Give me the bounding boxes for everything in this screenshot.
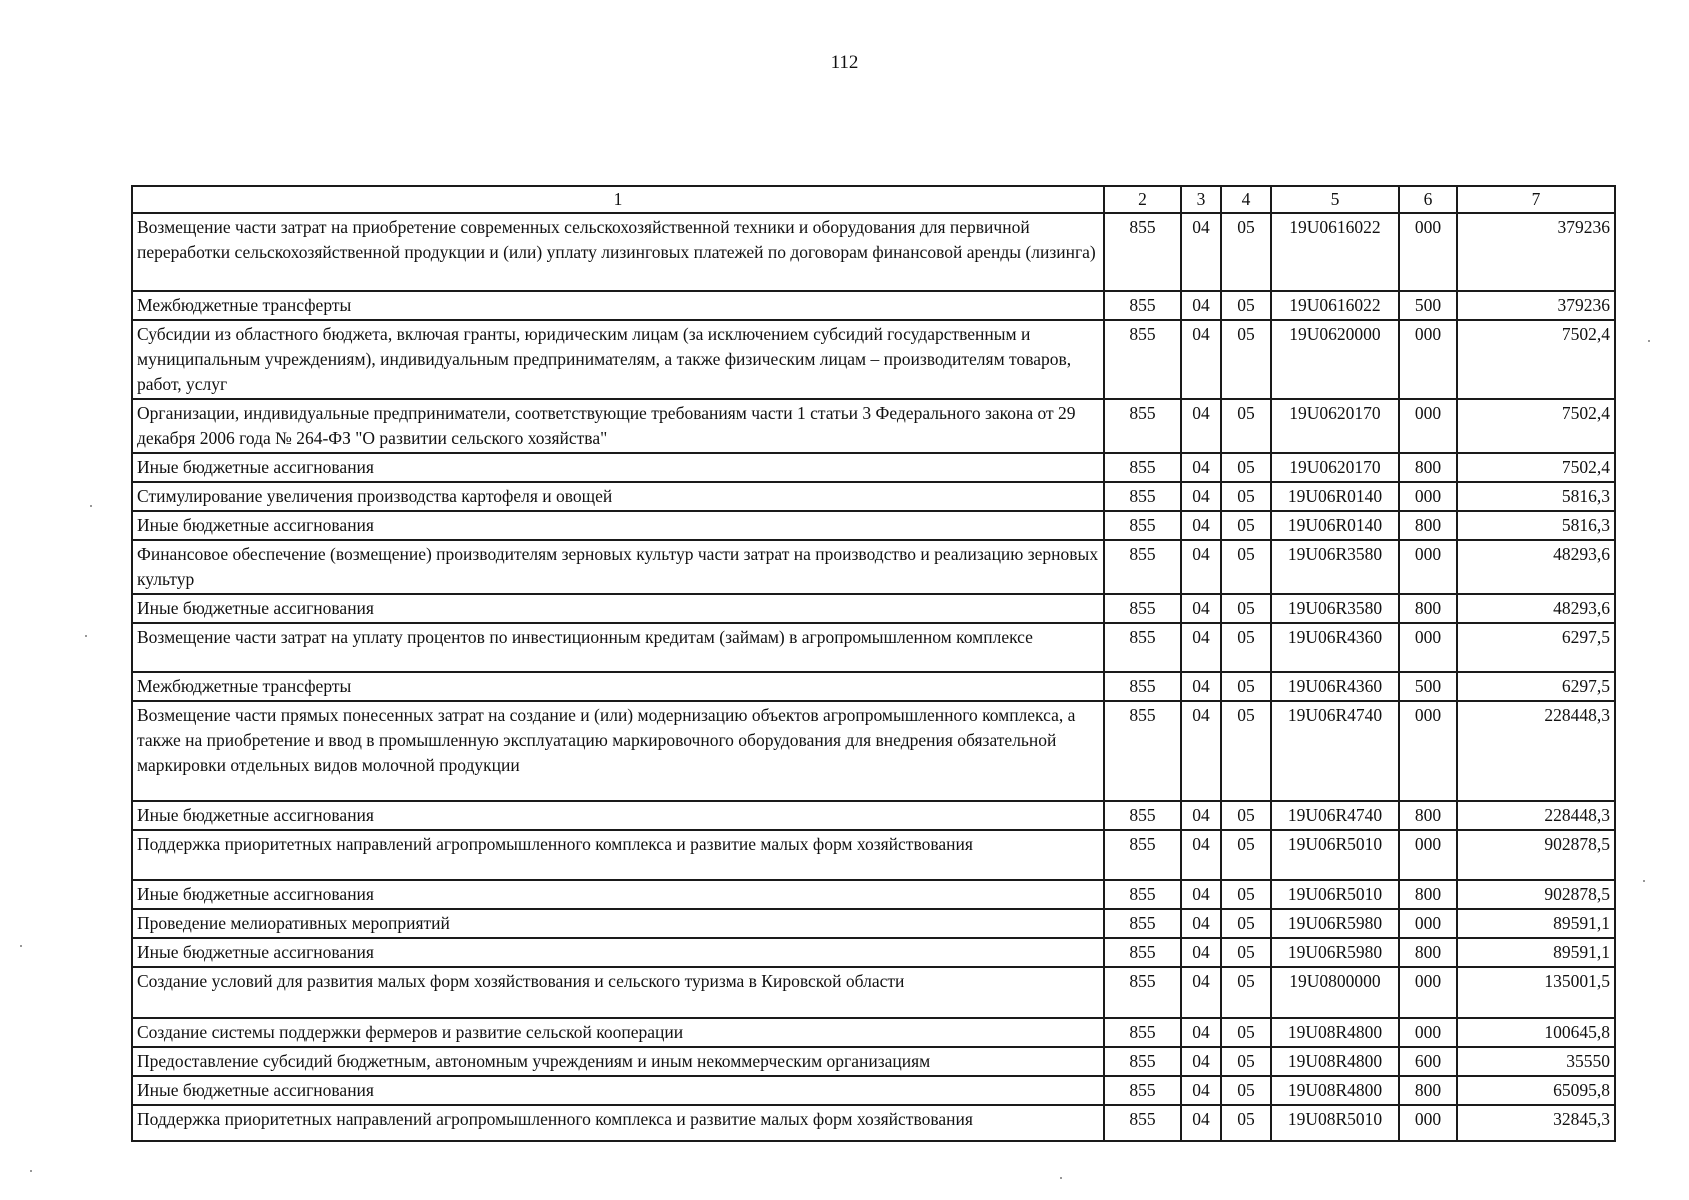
scan-speck — [1060, 1177, 1062, 1179]
row-target-article-code: 19U06R0140 — [1271, 511, 1399, 540]
row-amount: 7502,4 — [1457, 453, 1615, 482]
row-subsection-code: 05 — [1221, 399, 1271, 453]
row-expense-type-code: 800 — [1399, 594, 1457, 623]
row-subsection-code: 05 — [1221, 453, 1271, 482]
row-expense-type-code: 000 — [1399, 540, 1457, 594]
row-amount: 379236 — [1457, 213, 1615, 291]
row-code-855: 855 — [1104, 399, 1181, 453]
table-row — [132, 880, 1615, 909]
row-section-code: 04 — [1181, 1076, 1221, 1105]
row-subsection-code: 05 — [1221, 1018, 1271, 1047]
row-target-article-code: 19U0620170 — [1271, 399, 1399, 453]
table-row — [132, 909, 1615, 938]
row-code-855: 855 — [1104, 320, 1181, 399]
column-header-4: 4 — [1221, 186, 1271, 213]
row-section-code: 04 — [1181, 320, 1221, 399]
row-code-855: 855 — [1104, 453, 1181, 482]
row-amount: 902878,5 — [1457, 880, 1615, 909]
row-subsection-code: 05 — [1221, 967, 1271, 1018]
row-expense-type-code: 000 — [1399, 1018, 1457, 1047]
column-header-6: 6 — [1399, 186, 1457, 213]
row-description: Возмещение части затрат на приобретение современных сельскохозяйственной техники и оборудования для первичной переработки сельскохозяйственной продукции и (или) уплату лизинговых платежей по договорам финансовой аренды (лизинга) — [132, 213, 1104, 291]
row-description: Иные бюджетные ассигнования — [132, 880, 1104, 909]
row-expense-type-code: 000 — [1399, 909, 1457, 938]
row-description: Проведение мелиоративных мероприятий — [132, 909, 1104, 938]
table-row — [132, 540, 1615, 594]
row-description: Иные бюджетные ассигнования — [132, 801, 1104, 830]
row-amount: 6297,5 — [1457, 672, 1615, 701]
table-row — [132, 623, 1615, 672]
row-description: Стимулирование увеличения производства картофеля и овощей — [132, 482, 1104, 511]
row-expense-type-code: 600 — [1399, 1047, 1457, 1076]
row-expense-type-code: 000 — [1399, 701, 1457, 801]
row-amount: 5816,3 — [1457, 511, 1615, 540]
table-row — [132, 511, 1615, 540]
table-row — [132, 1018, 1615, 1047]
row-subsection-code: 05 — [1221, 1047, 1271, 1076]
row-description: Финансовое обеспечение (возмещение) производителям зерновых культур части затрат на производство и реализацию зерновых культур — [132, 540, 1104, 594]
row-description: Предоставление субсидий бюджетным, автономным учреждениям и иным некоммерческим организациям — [132, 1047, 1104, 1076]
table-row — [132, 1047, 1615, 1076]
row-subsection-code: 05 — [1221, 801, 1271, 830]
row-section-code: 04 — [1181, 399, 1221, 453]
row-expense-type-code: 800 — [1399, 453, 1457, 482]
table-row — [132, 967, 1615, 1018]
scan-speck — [90, 505, 92, 507]
row-section-code: 04 — [1181, 701, 1221, 801]
row-code-855: 855 — [1104, 1047, 1181, 1076]
scan-speck — [30, 1170, 32, 1172]
column-header-3: 3 — [1181, 186, 1221, 213]
row-code-855: 855 — [1104, 1018, 1181, 1047]
scan-speck — [20, 945, 22, 947]
row-subsection-code: 05 — [1221, 880, 1271, 909]
row-section-code: 04 — [1181, 672, 1221, 701]
row-description: Иные бюджетные ассигнования — [132, 1076, 1104, 1105]
row-target-article-code: 19U06R4360 — [1271, 623, 1399, 672]
row-expense-type-code: 800 — [1399, 801, 1457, 830]
table-row — [132, 213, 1615, 291]
row-code-855: 855 — [1104, 701, 1181, 801]
row-section-code: 04 — [1181, 594, 1221, 623]
row-amount: 89591,1 — [1457, 938, 1615, 967]
scan-speck — [1648, 340, 1650, 342]
row-subsection-code: 05 — [1221, 291, 1271, 320]
row-target-article-code: 19U06R5010 — [1271, 880, 1399, 909]
row-target-article-code: 19U0800000 — [1271, 967, 1399, 1018]
row-subsection-code: 05 — [1221, 594, 1271, 623]
row-code-855: 855 — [1104, 213, 1181, 291]
row-description: Межбюджетные трансферты — [132, 291, 1104, 320]
table-row — [132, 801, 1615, 830]
scan-speck — [1643, 880, 1645, 882]
row-section-code: 04 — [1181, 213, 1221, 291]
row-amount: 48293,6 — [1457, 540, 1615, 594]
row-expense-type-code: 500 — [1399, 291, 1457, 320]
table-row — [132, 320, 1615, 399]
row-subsection-code: 05 — [1221, 623, 1271, 672]
row-target-article-code: 19U08R4800 — [1271, 1076, 1399, 1105]
row-amount: 228448,3 — [1457, 801, 1615, 830]
row-subsection-code: 05 — [1221, 1105, 1271, 1141]
row-expense-type-code: 000 — [1399, 1105, 1457, 1141]
row-subsection-code: 05 — [1221, 540, 1271, 594]
row-subsection-code: 05 — [1221, 482, 1271, 511]
row-subsection-code: 05 — [1221, 213, 1271, 291]
table-row — [132, 453, 1615, 482]
row-section-code: 04 — [1181, 830, 1221, 880]
row-subsection-code: 05 — [1221, 320, 1271, 399]
row-subsection-code: 05 — [1221, 830, 1271, 880]
row-code-855: 855 — [1104, 880, 1181, 909]
row-target-article-code: 19U08R4800 — [1271, 1047, 1399, 1076]
column-header-5: 5 — [1271, 186, 1399, 213]
row-target-article-code: 19U06R4740 — [1271, 801, 1399, 830]
row-section-code: 04 — [1181, 801, 1221, 830]
row-expense-type-code: 800 — [1399, 938, 1457, 967]
table-row — [132, 291, 1615, 320]
row-expense-type-code: 800 — [1399, 880, 1457, 909]
row-expense-type-code: 000 — [1399, 213, 1457, 291]
row-amount: 48293,6 — [1457, 594, 1615, 623]
row-subsection-code: 05 — [1221, 701, 1271, 801]
row-description: Иные бюджетные ассигнования — [132, 938, 1104, 967]
row-subsection-code: 05 — [1221, 938, 1271, 967]
row-section-code: 04 — [1181, 967, 1221, 1018]
column-header-row — [132, 186, 1615, 213]
row-amount: 7502,4 — [1457, 320, 1615, 399]
row-description: Возмещение части затрат на уплату процентов по инвестиционным кредитам (займам) в агропромышленном комплексе — [132, 623, 1104, 672]
row-amount: 902878,5 — [1457, 830, 1615, 880]
row-expense-type-code: 800 — [1399, 511, 1457, 540]
row-target-article-code: 19U0616022 — [1271, 291, 1399, 320]
row-description: Возмещение части прямых понесенных затрат на создание и (или) модернизацию объектов агропромышленного комплекса, а также на приобретение и ввод в промышленную эксплуатацию маркировочного оборудования для внедрения обязательной маркировки отдельных видов молочной продукции — [132, 701, 1104, 801]
row-section-code: 04 — [1181, 909, 1221, 938]
row-section-code: 04 — [1181, 880, 1221, 909]
row-amount: 135001,5 — [1457, 967, 1615, 1018]
row-expense-type-code: 000 — [1399, 830, 1457, 880]
row-expense-type-code: 000 — [1399, 967, 1457, 1018]
row-amount: 228448,3 — [1457, 701, 1615, 801]
row-amount: 100645,8 — [1457, 1018, 1615, 1047]
row-target-article-code: 19U06R3580 — [1271, 540, 1399, 594]
row-target-article-code: 19U08R4800 — [1271, 1018, 1399, 1047]
row-code-855: 855 — [1104, 291, 1181, 320]
row-section-code: 04 — [1181, 1018, 1221, 1047]
row-target-article-code: 19U06R4360 — [1271, 672, 1399, 701]
scan-speck — [85, 635, 87, 637]
row-code-855: 855 — [1104, 938, 1181, 967]
row-description: Субсидии из областного бюджета, включая гранты, юридическим лицам (за исключением субсидий государственным и муниципальным учреждениям), индивидуальным предпринимателям, а также физическим лицам – производителям товаров, работ, услуг — [132, 320, 1104, 399]
row-section-code: 04 — [1181, 511, 1221, 540]
row-target-article-code: 19U08R5010 — [1271, 1105, 1399, 1141]
row-section-code: 04 — [1181, 291, 1221, 320]
row-target-article-code: 19U06R3580 — [1271, 594, 1399, 623]
row-code-855: 855 — [1104, 482, 1181, 511]
row-description: Иные бюджетные ассигнования — [132, 594, 1104, 623]
row-code-855: 855 — [1104, 967, 1181, 1018]
row-subsection-code: 05 — [1221, 909, 1271, 938]
row-code-855: 855 — [1104, 540, 1181, 594]
table-row — [132, 830, 1615, 880]
row-description: Поддержка приоритетных направлений агропромышленного комплекса и развитие малых форм хозяйствования — [132, 830, 1104, 880]
row-section-code: 04 — [1181, 1047, 1221, 1076]
column-header-7: 7 — [1457, 186, 1615, 213]
row-section-code: 04 — [1181, 938, 1221, 967]
table-row — [132, 938, 1615, 967]
row-target-article-code: 19U0616022 — [1271, 213, 1399, 291]
row-code-855: 855 — [1104, 511, 1181, 540]
row-amount: 89591,1 — [1457, 909, 1615, 938]
row-target-article-code: 19U0620170 — [1271, 453, 1399, 482]
row-amount: 65095,8 — [1457, 1076, 1615, 1105]
row-description: Иные бюджетные ассигнования — [132, 453, 1104, 482]
row-description: Создание условий для развития малых форм хозяйствования и сельского туризма в Кировской области — [132, 967, 1104, 1018]
row-target-article-code: 19U06R5980 — [1271, 938, 1399, 967]
row-section-code: 04 — [1181, 540, 1221, 594]
page-number: 112 — [830, 52, 859, 73]
row-expense-type-code: 000 — [1399, 482, 1457, 511]
row-description: Поддержка приоритетных направлений агропромышленного комплекса и развитие малых форм хозяйствования — [132, 1105, 1104, 1141]
row-code-855: 855 — [1104, 830, 1181, 880]
row-amount: 5816,3 — [1457, 482, 1615, 511]
row-subsection-code: 05 — [1221, 672, 1271, 701]
row-subsection-code: 05 — [1221, 511, 1271, 540]
row-expense-type-code: 500 — [1399, 672, 1457, 701]
row-amount: 35550 — [1457, 1047, 1615, 1076]
row-target-article-code: 19U06R5980 — [1271, 909, 1399, 938]
row-code-855: 855 — [1104, 909, 1181, 938]
row-description: Организации, индивидуальные предприниматели, соответствующие требованиям части 1 статьи 3 Федерального закона от 29 декабря 2006 года № 264-ФЗ "О развитии сельского хозяйства" — [132, 399, 1104, 453]
row-amount: 6297,5 — [1457, 623, 1615, 672]
row-subsection-code: 05 — [1221, 1076, 1271, 1105]
table-row — [132, 1105, 1615, 1141]
row-expense-type-code: 000 — [1399, 320, 1457, 399]
row-description: Создание системы поддержки фермеров и развитие сельской кооперации — [132, 1018, 1104, 1047]
row-target-article-code: 19U06R5010 — [1271, 830, 1399, 880]
row-section-code: 04 — [1181, 453, 1221, 482]
row-section-code: 04 — [1181, 1105, 1221, 1141]
table-row — [132, 399, 1615, 453]
table-row — [132, 672, 1615, 701]
table-row — [132, 1076, 1615, 1105]
row-description: Межбюджетные трансферты — [132, 672, 1104, 701]
row-code-855: 855 — [1104, 623, 1181, 672]
row-expense-type-code: 000 — [1399, 399, 1457, 453]
row-amount: 32845,3 — [1457, 1105, 1615, 1141]
row-target-article-code: 19U06R0140 — [1271, 482, 1399, 511]
budget-table — [131, 185, 1616, 1142]
row-target-article-code: 19U0620000 — [1271, 320, 1399, 399]
table-row — [132, 482, 1615, 511]
row-amount: 7502,4 — [1457, 399, 1615, 453]
row-code-855: 855 — [1104, 594, 1181, 623]
row-code-855: 855 — [1104, 1076, 1181, 1105]
row-target-article-code: 19U06R4740 — [1271, 701, 1399, 801]
column-header-1: 1 — [132, 186, 1104, 213]
row-description: Иные бюджетные ассигнования — [132, 511, 1104, 540]
column-header-2: 2 — [1104, 186, 1181, 213]
table-row — [132, 701, 1615, 801]
row-expense-type-code: 000 — [1399, 623, 1457, 672]
row-code-855: 855 — [1104, 1105, 1181, 1141]
row-expense-type-code: 800 — [1399, 1076, 1457, 1105]
row-section-code: 04 — [1181, 623, 1221, 672]
table-row — [132, 594, 1615, 623]
row-code-855: 855 — [1104, 672, 1181, 701]
row-section-code: 04 — [1181, 482, 1221, 511]
row-amount: 379236 — [1457, 291, 1615, 320]
row-code-855: 855 — [1104, 801, 1181, 830]
